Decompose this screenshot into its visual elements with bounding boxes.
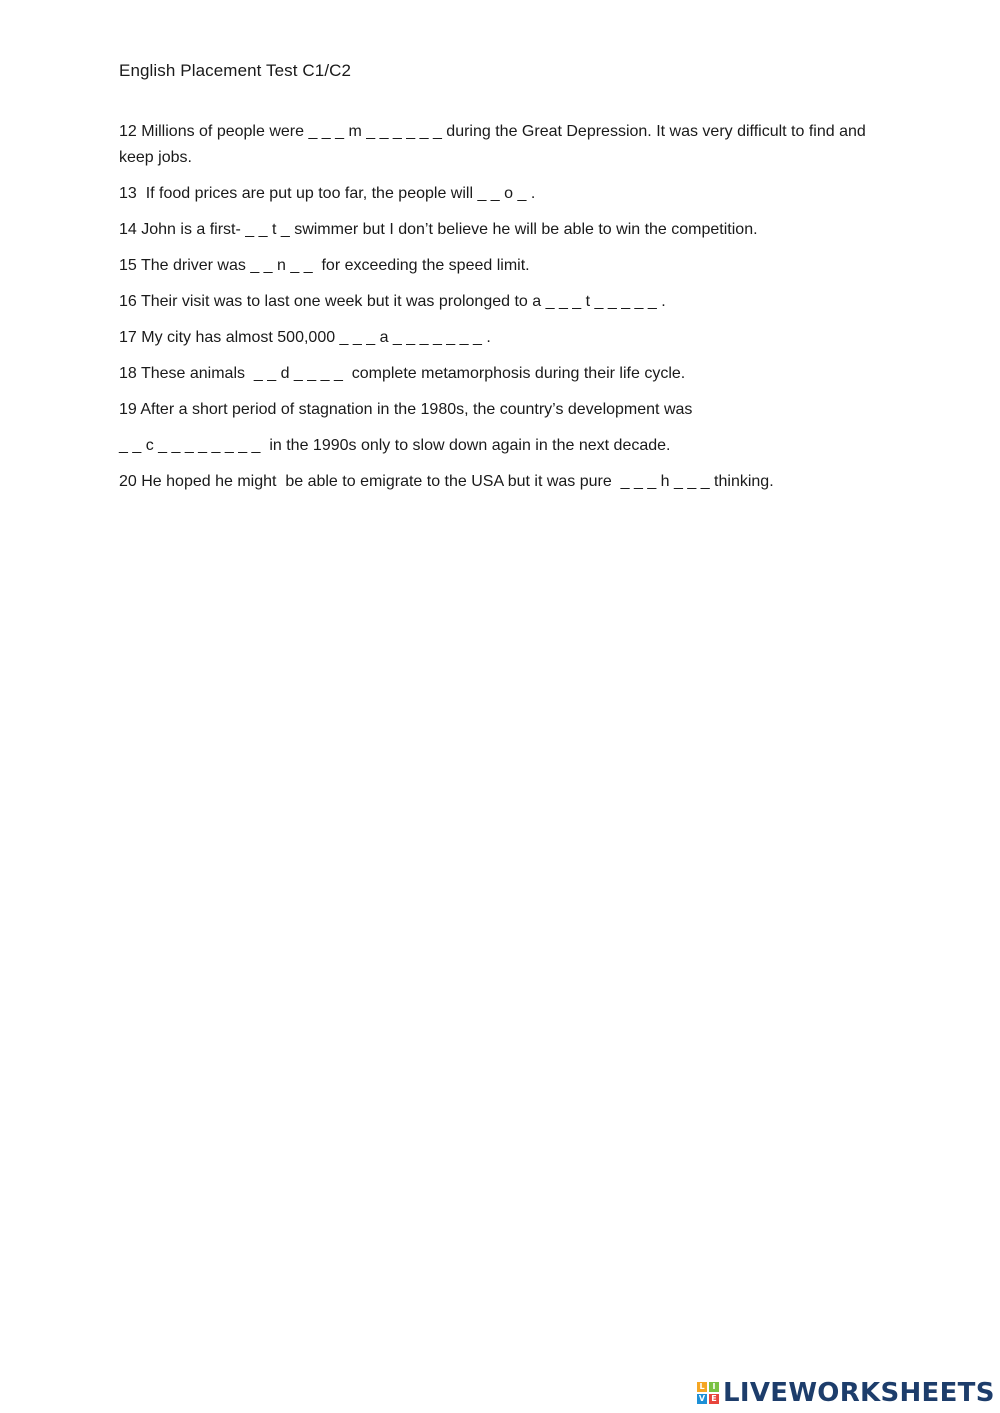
question-19: 19 After a short period of stagnation in the 1980s, the country’s development was (119, 401, 693, 418)
logo-mark-icon (697, 1382, 719, 1404)
logo-letter-l: L (697, 1382, 707, 1392)
logo-letter-v: V (698, 1394, 706, 1403)
question-16: 16 Their visit was to last one week but it was prolonged to a _ _ _ t _ _ _ _ _ . (119, 293, 666, 310)
question-12: 12 Millions of people were _ _ _ m _ _ _ _ _ _ during the Great Depression. It was very difficult to find and keep jobs. (119, 123, 871, 166)
question-17: 17 My city has almost 500,000 _ _ _ a _ _ _ _ _ _ _ . (119, 329, 491, 346)
question-13: 13 If food prices are put up too far, the people will _ _ o _ . (119, 185, 536, 202)
question-20: 20 He hoped he might be able to emigrate to the USA but it was pure _ _ _ h _ _ _ thinking. (119, 473, 774, 490)
liveworksheets-logo (697, 1378, 995, 1408)
logo-letter-e: E (709, 1394, 719, 1404)
question-15: 15 The driver was _ _ n _ _ for exceeding the speed limit. (119, 257, 530, 274)
logo-letter-i: I (709, 1382, 719, 1392)
question-list (119, 119, 899, 505)
question-14: 14 John is a first- _ _ t _ swimmer but I don’t believe he will be able to win the competition. (119, 221, 758, 238)
logo-text: LIVEWORKSHEETS (723, 1378, 995, 1408)
question-19-continuation: _ _ c _ _ _ _ _ _ _ _ in the 1990s only to slow down again in the next decade. (119, 437, 671, 454)
question-18: 18 These animals _ _ d _ _ _ _ complete metamorphosis during their life cycle. (119, 365, 686, 382)
page-title: English Placement Test C1/C2 (119, 61, 352, 80)
